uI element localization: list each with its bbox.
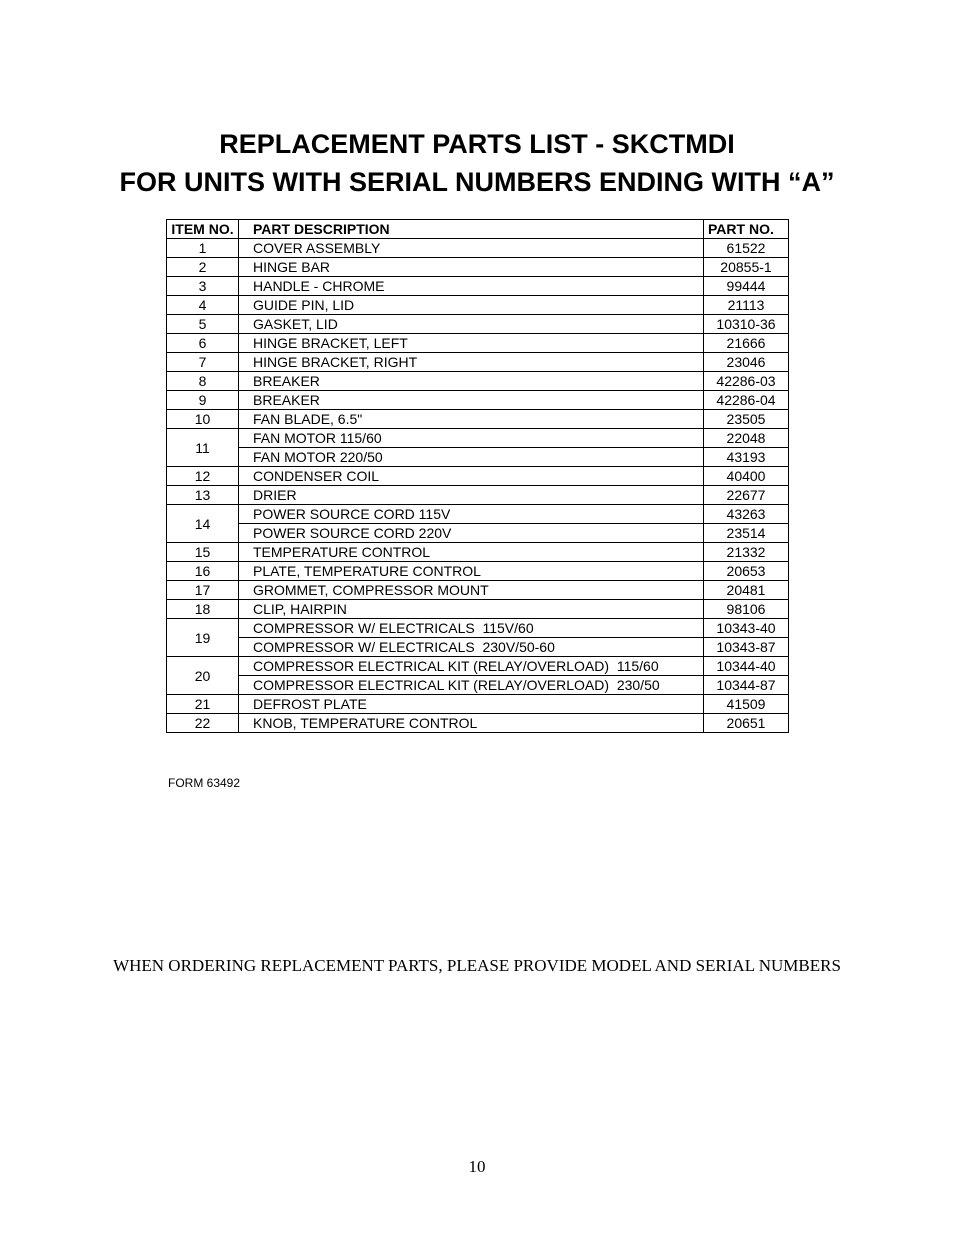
part-description-cell: PLATE, TEMPERATURE CONTROL <box>239 562 704 581</box>
part-number-cell: 23046 <box>704 353 789 372</box>
table-row <box>167 619 789 638</box>
header-part-description: PART DESCRIPTION <box>239 220 704 239</box>
item-number-cell: 9 <box>167 391 239 410</box>
part-description-cell: GASKET, LID <box>239 315 704 334</box>
part-number-cell: 21666 <box>704 334 789 353</box>
part-number-cell: 41509 <box>704 695 789 714</box>
table-row <box>167 315 789 334</box>
table-row <box>167 581 789 600</box>
item-number-cell: 7 <box>167 353 239 372</box>
item-number-cell: 10 <box>167 410 239 429</box>
table-row <box>167 486 789 505</box>
table-row <box>167 467 789 486</box>
table-row <box>167 353 789 372</box>
part-description-cell: DRIER <box>239 486 704 505</box>
part-number-cell: 22048 <box>704 429 789 448</box>
header-item-no: ITEM NO. <box>167 220 239 239</box>
part-description-cell: COVER ASSEMBLY <box>239 239 704 258</box>
ordering-note: WHEN ORDERING REPLACEMENT PARTS, PLEASE PROVIDE MODEL AND SERIAL NUMBERS <box>113 956 841 975</box>
item-number-cell: 4 <box>167 296 239 315</box>
part-description-cell: CLIP, HAIRPIN <box>239 600 704 619</box>
part-number-cell: 10343-40 <box>704 619 789 638</box>
part-number-cell: 10344-87 <box>704 676 789 695</box>
item-number-cell: 17 <box>167 581 239 600</box>
table-row <box>167 296 789 315</box>
part-description-cell: HINGE BRACKET, RIGHT <box>239 353 704 372</box>
item-number-cell: 19 <box>167 619 239 657</box>
table-row <box>167 562 789 581</box>
item-number-cell: 15 <box>167 543 239 562</box>
part-number-cell: 23514 <box>704 524 789 543</box>
table-row <box>167 239 789 258</box>
parts-table-body <box>167 239 789 733</box>
part-number-cell: 20855-1 <box>704 258 789 277</box>
item-number-cell: 13 <box>167 486 239 505</box>
part-number-cell: 10310-36 <box>704 315 789 334</box>
table-row <box>167 334 789 353</box>
item-number-cell: 11 <box>167 429 239 467</box>
table-row <box>167 524 789 543</box>
part-number-cell: 10344-40 <box>704 657 789 676</box>
part-number-cell: 43263 <box>704 505 789 524</box>
part-number-cell: 20651 <box>704 714 789 733</box>
part-description-cell: CONDENSER COIL <box>239 467 704 486</box>
part-number-cell: 42286-03 <box>704 372 789 391</box>
item-number-cell: 1 <box>167 239 239 258</box>
part-number-cell: 42286-04 <box>704 391 789 410</box>
item-number-cell: 3 <box>167 277 239 296</box>
table-row <box>167 258 789 277</box>
part-description-cell: FAN MOTOR 115/60 <box>239 429 704 448</box>
part-number-cell: 23505 <box>704 410 789 429</box>
part-description-cell: BREAKER <box>239 391 704 410</box>
item-number-cell: 5 <box>167 315 239 334</box>
table-row <box>167 277 789 296</box>
part-number-cell: 20653 <box>704 562 789 581</box>
part-description-cell: BREAKER <box>239 372 704 391</box>
part-description-cell: POWER SOURCE CORD 115V <box>239 505 704 524</box>
part-description-cell: HANDLE - CHROME <box>239 277 704 296</box>
part-description-cell: FAN MOTOR 220/50 <box>239 448 704 467</box>
part-number-cell: 98106 <box>704 600 789 619</box>
part-description-cell: TEMPERATURE CONTROL <box>239 543 704 562</box>
page-number: 10 <box>468 1157 486 1176</box>
part-description-cell: COMPRESSOR ELECTRICAL KIT (RELAY/OVERLOAD) 115/60 <box>239 657 704 676</box>
item-number-cell: 18 <box>167 600 239 619</box>
table-row <box>167 543 789 562</box>
part-description-cell: COMPRESSOR ELECTRICAL KIT (RELAY/OVERLOAD) 230/50 <box>239 676 704 695</box>
part-number-cell: 99444 <box>704 277 789 296</box>
table-row <box>167 638 789 657</box>
table-row <box>167 410 789 429</box>
part-description-cell: HINGE BRACKET, LEFT <box>239 334 704 353</box>
header-part-no: PART NO. <box>704 220 789 239</box>
table-row <box>167 600 789 619</box>
part-description-cell: POWER SOURCE CORD 220V <box>239 524 704 543</box>
part-description-cell: HINGE BAR <box>239 258 704 277</box>
part-number-cell: 21113 <box>704 296 789 315</box>
part-number-cell: 10343-87 <box>704 638 789 657</box>
part-description-cell: COMPRESSOR W/ ELECTRICALS 230V/50-60 <box>239 638 704 657</box>
part-description-cell: GUIDE PIN, LID <box>239 296 704 315</box>
form-number: FORM 63492 <box>168 776 241 790</box>
part-number-cell: 22677 <box>704 486 789 505</box>
table-row <box>167 448 789 467</box>
parts-table <box>166 219 789 733</box>
item-number-cell: 22 <box>167 714 239 733</box>
page-title-line-1: REPLACEMENT PARTS LIST - SKCTMDI <box>219 129 735 159</box>
part-number-cell: 20481 <box>704 581 789 600</box>
item-number-cell: 8 <box>167 372 239 391</box>
part-number-cell: 21332 <box>704 543 789 562</box>
part-number-cell: 61522 <box>704 239 789 258</box>
part-description-cell: DEFROST PLATE <box>239 695 704 714</box>
table-row <box>167 505 789 524</box>
item-number-cell: 21 <box>167 695 239 714</box>
item-number-cell: 16 <box>167 562 239 581</box>
table-row <box>167 714 789 733</box>
table-row <box>167 695 789 714</box>
item-number-cell: 2 <box>167 258 239 277</box>
item-number-cell: 6 <box>167 334 239 353</box>
item-number-cell: 14 <box>167 505 239 543</box>
table-row <box>167 429 789 448</box>
table-row <box>167 372 789 391</box>
part-description-cell: KNOB, TEMPERATURE CONTROL <box>239 714 704 733</box>
part-number-cell: 40400 <box>704 467 789 486</box>
item-number-cell: 12 <box>167 467 239 486</box>
page-title-line-2: FOR UNITS WITH SERIAL NUMBERS ENDING WITH “A” <box>119 167 835 197</box>
part-number-cell: 43193 <box>704 448 789 467</box>
part-description-cell: FAN BLADE, 6.5" <box>239 410 704 429</box>
part-description-cell: COMPRESSOR W/ ELECTRICALS 115V/60 <box>239 619 704 638</box>
table-row <box>167 676 789 695</box>
table-header-row <box>167 220 789 239</box>
table-row <box>167 657 789 676</box>
item-number-cell: 20 <box>167 657 239 695</box>
part-description-cell: GROMMET, COMPRESSOR MOUNT <box>239 581 704 600</box>
table-row <box>167 391 789 410</box>
